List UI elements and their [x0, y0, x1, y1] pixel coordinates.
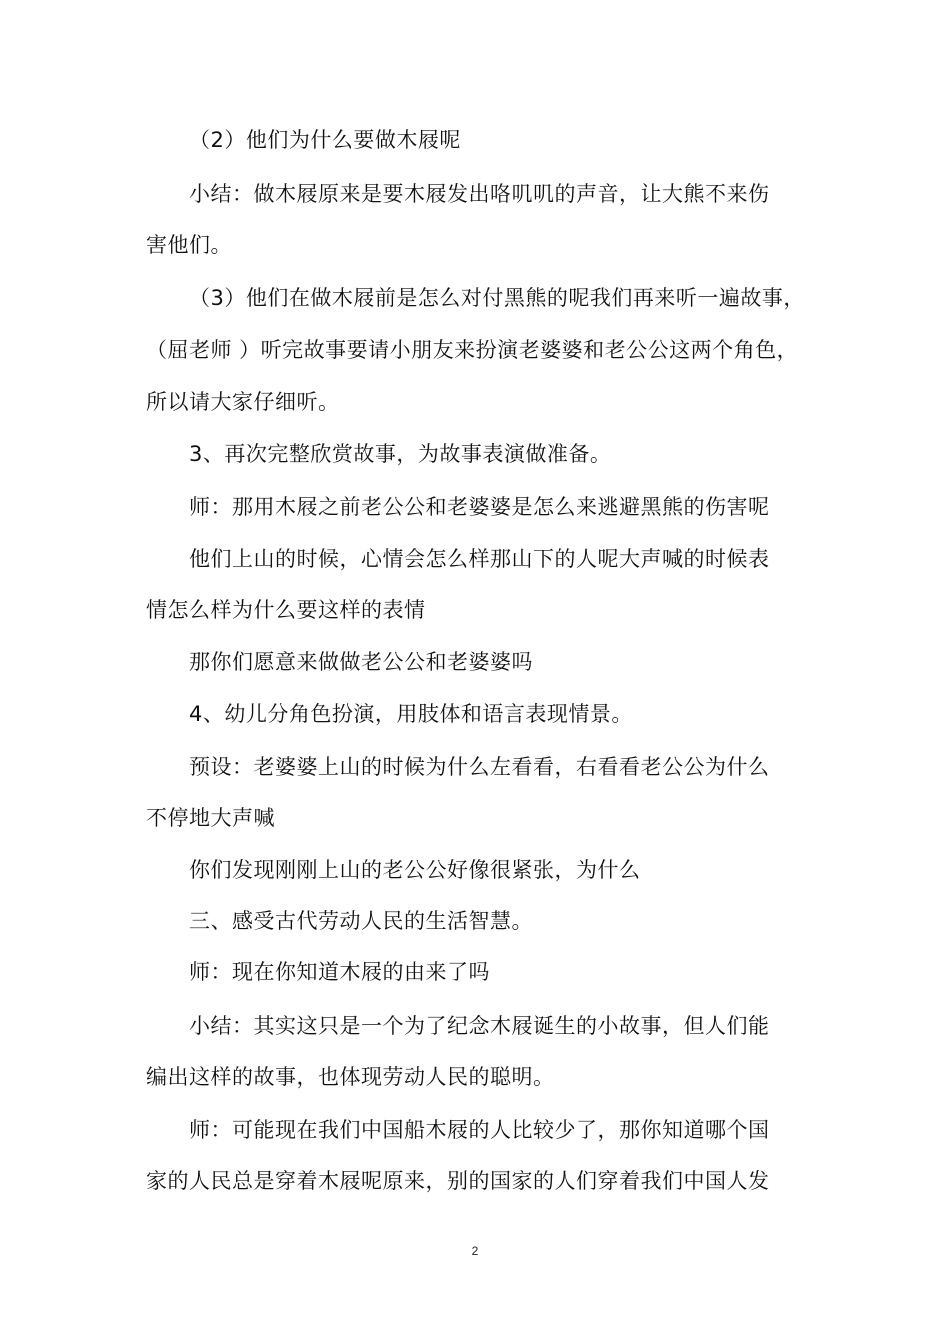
paragraph-line: 你们发现刚刚上山的老公公好像很紧张，为什么 — [189, 858, 641, 882]
paragraph-line: 小结：做木屐原来是要木屐发出咯叽叽的声音，让大熊不来伤 — [189, 182, 770, 206]
section-heading: 3、再次完整欣赏故事，为故事表演做准备。 — [189, 442, 612, 466]
paragraph-line: 不停地大声喊 — [146, 806, 275, 830]
paragraph-line: 那你们愿意来做做老公公和老婆婆吗 — [189, 650, 533, 674]
paragraph-line: 师：那用木屐之前老公公和老婆婆是怎么来逃避黑熊的伤害呢 — [189, 495, 770, 519]
paragraph-line: 他们上山的时候，心情会怎么样那山下的人呢大声喊的时候表 — [189, 547, 770, 571]
paragraph-line: 害他们。 — [146, 233, 232, 257]
paragraph-line: 情怎么样为什么要这样的表情 — [146, 598, 426, 622]
paragraph-line: （屈老师 ）听完故事要请小朋友来扮演老婆婆和老公公这两个角色， — [146, 338, 799, 362]
page-number: 2 — [471, 1244, 479, 1258]
paragraph-line: 家的人民总是穿着木屐呢原来，别的国家的人们穿着我们中国人发 — [146, 1169, 770, 1193]
section-heading: 三、感受古代劳动人民的生活智慧。 — [189, 909, 533, 933]
paragraph-line: 师：现在你知道木屐的由来了吗 — [189, 960, 490, 984]
paragraph-line: 编出这样的故事，也体现劳动人民的聪明。 — [146, 1065, 555, 1089]
paragraph-line: （3）他们在做木屐前是怎么对付黑熊的呢我们再来听一遍故事， — [189, 286, 805, 310]
paragraph-line: 所以请大家仔细听。 — [146, 390, 340, 414]
section-heading: 4、幼儿分角色扮演，用肢体和语言表现情景。 — [189, 702, 633, 726]
paragraph-line: 师：可能现在我们中国船木屐的人比较少了，那你知道哪个国 — [189, 1118, 770, 1142]
paragraph-line: 小结：其实这只是一个为了纪念木屐诞生的小故事，但人们能 — [189, 1014, 770, 1038]
paragraph-line: （2）他们为什么要做木屐呢 — [189, 128, 461, 152]
paragraph-line: 预设：老婆婆上山的时候为什么左看看，右看看老公公为什么 — [189, 755, 770, 779]
